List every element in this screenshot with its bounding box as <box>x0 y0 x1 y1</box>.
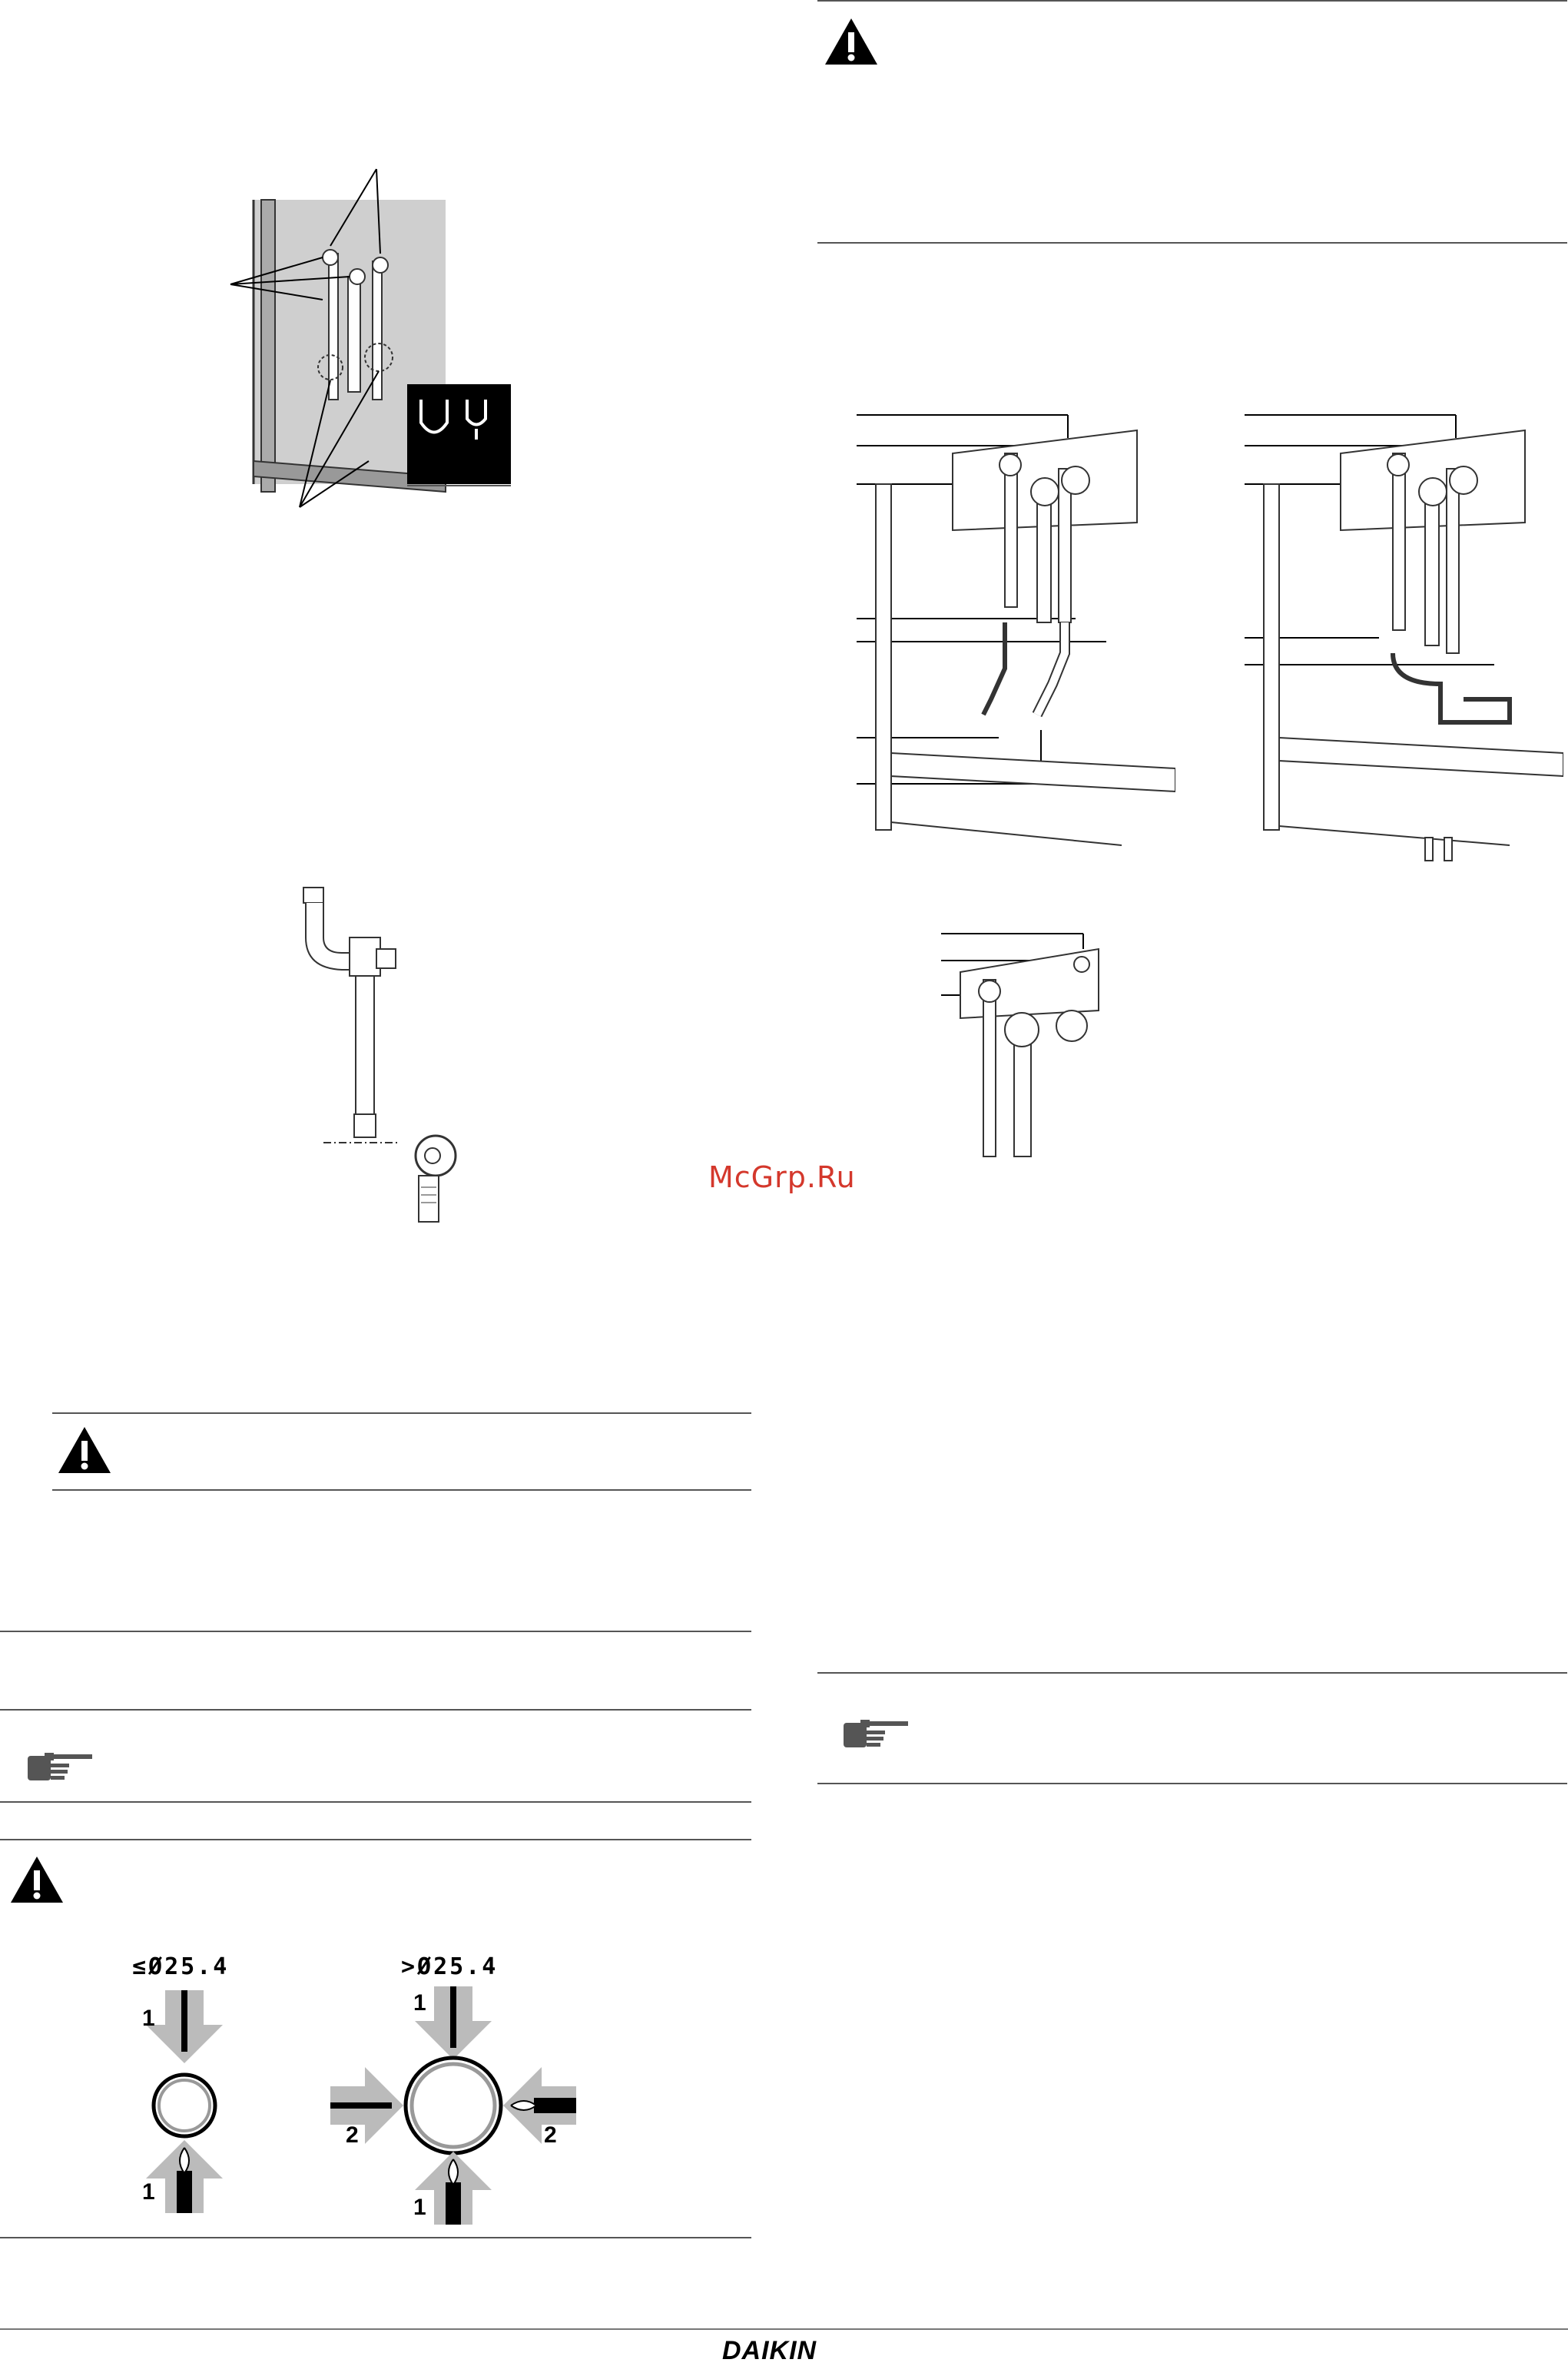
large-bottom-number: 1 <box>413 2195 426 2220</box>
warning-rule-1-bottom <box>52 1489 751 1491</box>
warning-top-rule <box>817 0 1567 2</box>
right-note-rule-top <box>817 1672 1567 1674</box>
daikin-logo: DAIKIN <box>722 2336 817 2365</box>
warning-rule-2-bottom <box>0 2237 751 2238</box>
large-top-number: 1 <box>413 1990 426 2016</box>
valve-detail-figure <box>937 926 1114 1172</box>
large-pipe-pressure-figure <box>330 1986 576 2225</box>
warning-icon <box>822 15 880 68</box>
watermark: McGrp.Ru <box>708 1160 856 1194</box>
large-right-number: 2 <box>544 2122 557 2148</box>
pipe-cutter-figure <box>296 884 472 1245</box>
small-bottom-number: 1 <box>142 2179 155 2205</box>
warning-rule-1-top <box>52 1412 751 1414</box>
note-rule-top <box>0 1709 751 1711</box>
small-top-number: 1 <box>142 2006 155 2031</box>
rule-a <box>0 1631 751 1632</box>
pipe-trap-figure <box>223 154 522 515</box>
unit-piping-figure-right <box>1241 407 1563 868</box>
warning-bottom-rule <box>817 242 1567 244</box>
large-left-number: 2 <box>346 2122 359 2148</box>
right-note-rule-bottom <box>817 1783 1567 1784</box>
small-diameter-label: ≤Ø25.4 <box>132 1953 230 1980</box>
warning-rule-2-top <box>0 1839 751 1840</box>
unit-piping-figure-left <box>853 407 1175 853</box>
large-diameter-label: >Ø25.4 <box>401 1953 499 1980</box>
note-rule-bottom <box>0 1801 751 1803</box>
warning-icon <box>8 1853 66 1906</box>
footer-rule <box>0 2328 1568 2330</box>
warning-icon <box>55 1424 114 1476</box>
pointing-hand-note-icon <box>844 1715 913 1752</box>
pointing-hand-note-icon <box>28 1748 97 1785</box>
